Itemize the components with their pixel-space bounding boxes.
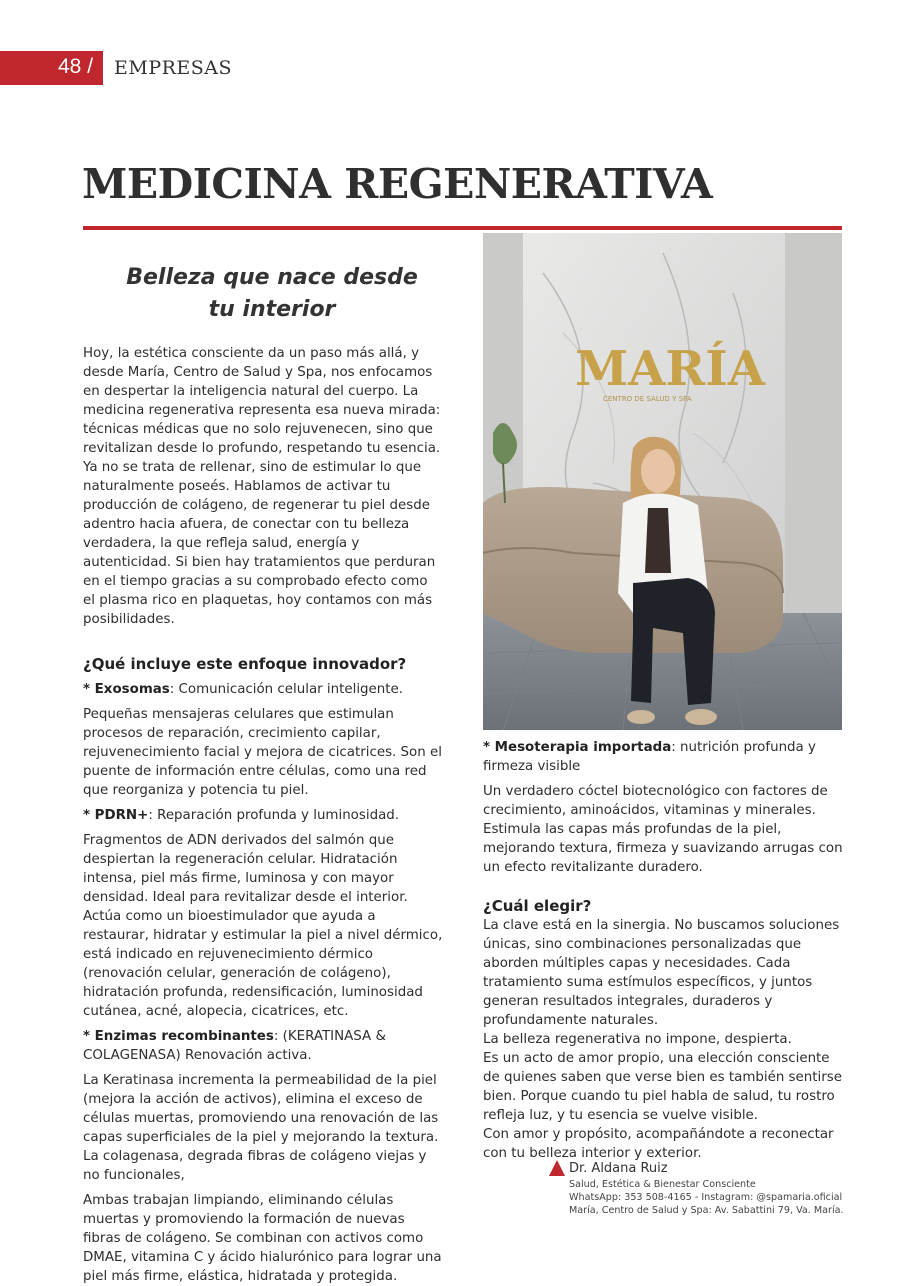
article-photo: [483, 233, 842, 730]
pdrn-body: Fragmentos de ADN derivados del salmón que despiertan la regeneración celular. Hidratación intensa, piel más firme, luminosa y con mayor densidad. Ideal para revitalizar desde el interior. Actúa como un bioestimulador que ayuda a restaurar, hidratar y estimular la piel a nivel dérmico, está indicado en rejuvenecimiento dérmico (renovación celular, generación de colágeno), hidratación profunda, redensificación, luminosidad cutánea, acné, alopecia, cicatrices, etc.: [83, 833, 443, 1019]
choose-paragraph-1: La clave está en la sinergia. No buscamos soluciones únicas, sino combinaciones personalizadas que aborden múltiples capas y necesidades. Cada tratamiento suma estímulos específicos, y juntos generan resultados integrales, duraderos y profundamente naturales.: [483, 918, 840, 1028]
enzimas-body: La Keratinasa incrementa la permeabilidad de la piel (mejora la acción de activos), elimina el exceso de células muertas, promoviendo una renovación de las capas superficiales de la piel y mejorando la textura. La colagenasa, degrada fibras de colágeno viejas y no funcionales,: [83, 1073, 439, 1183]
choose-paragraph-2: La belleza regenerativa no impone, despierta.: [483, 1032, 792, 1047]
mesoterapia-body: Un verdadero cóctel biotecnológico con factores de crecimiento, aminoácidos, vitaminas y minerales. Estimula las capas más profundas de la piel, mejorando textura, firmeza y suavizando arrugas con un efecto revitalizante duradero.: [483, 784, 843, 875]
choose-paragraph-4: Con amor y propósito, acompañándote a reconectar con tu belleza interior y exterior.: [483, 1127, 834, 1161]
exosomas-heading: [83, 680, 443, 699]
intro-paragraph-2: Ya no se trata de rellenar, sino de estimular lo que naturalmente poseés. Hablamos de activar tu producción de colágeno, de regenerar tu piel desde adentro hacia afuera, de conectar con tu belleza verdadera, la que refleja salud, energía y autenticidad. Si bien hay tratamientos que perduran en el tiempo gracias a su comprobado efecto como el plasma rico en plaquetas, hoy contamos con más posibilidades.: [83, 460, 436, 627]
spa-photo-illustration: [483, 233, 842, 730]
exosomas-title: * Exosomas: [83, 682, 170, 697]
author-contact: WhatsApp: 353 508-4165 - Instagram: @spamaria.oficial: [569, 1192, 843, 1203]
pdrn-subtitle: : Reparación profunda y luminosidad.: [148, 808, 400, 823]
enzimas-subtitle: : (KERATINASA & COLAGENASA) Renovación activa.: [83, 1029, 386, 1063]
author-name: Dr. Aldana Ruiz: [569, 1161, 668, 1176]
choose-paragraph-3: Es un acto de amor propio, una elección consciente de quienes saben que verse bien es también sentirse bien. Porque cuando tu piel habla de salud, tu rostro refleja luz, y tu esencia se vuelve visible.: [483, 1051, 842, 1123]
title-rule: [83, 226, 842, 230]
author-role: Salud, Estética & Bienestar Consciente: [569, 1179, 756, 1190]
enzimas-heading: [83, 1027, 443, 1065]
article-title: MEDICINA REGENERATIVA: [82, 160, 713, 208]
mesoterapia-title: * Mesoterapia importada: [483, 740, 672, 755]
subtitle-line-1: Belleza que nace desde: [126, 265, 418, 290]
exosomas-subtitle: : Comunicación celular inteligente.: [169, 682, 404, 697]
brand-sign-sub: CENTRO DE SALUD Y SPA: [603, 395, 692, 403]
author-address: María, Centro de Salud y Spa: Av. Sabattini 79, Va. María.: [569, 1205, 844, 1216]
page-number: 48 /: [58, 55, 94, 78]
article-subtitle: [83, 262, 461, 326]
intro-paragraph-1: Hoy, la estética consciente da un paso más allá, y desde María, Centro de Salud y Spa, nos enfocamos en despertar la inteligencia natural del cuerpo. La medicina regenerativa representa esa nueva mirada: técnicas médicas que no solo rejuvenecen, sino que revitalizan desde lo profundo, respetando tu esencia.: [83, 346, 441, 456]
mesoterapia-subtitle: : nutrición profunda y firmeza visible: [483, 740, 816, 774]
right-column: [483, 738, 843, 1163]
brand-sign: MARÍA: [575, 341, 765, 397]
left-column: [83, 344, 443, 1286]
section-label: EMPRESAS: [114, 57, 233, 79]
mesoterapia-heading: [483, 738, 843, 776]
signature-triangle-icon: [549, 1160, 565, 1176]
enzimas-title: * Enzimas recombinantes: [83, 1029, 274, 1044]
pdrn-heading: [83, 806, 443, 825]
pdrn-title: * PDRN+: [83, 808, 149, 823]
subtitle-line-2: tu interior: [208, 297, 336, 322]
section-heading-choose: ¿Cuál elegir?: [483, 897, 592, 915]
section-heading-innovation: ¿Qué incluye este enfoque innovador?: [83, 655, 407, 673]
exosomas-body: Pequeñas mensajeras celulares que estimulan procesos de reparación, crecimiento capilar, rejuvenecimiento facial y mejora de cicatrices. Son el puente de información entre células, como una red que reorganiza y potencia tu piel.: [83, 707, 442, 798]
enzimas-body-2: Ambas trabajan limpiando, eliminando células muertas y promoviendo la formación de nuevas fibras de colágeno. Se combinan con activos como DMAE, vitamina C y ácido hialurónico para lograr una piel más firme, elástica, hidratada y protegida.: [83, 1193, 442, 1284]
